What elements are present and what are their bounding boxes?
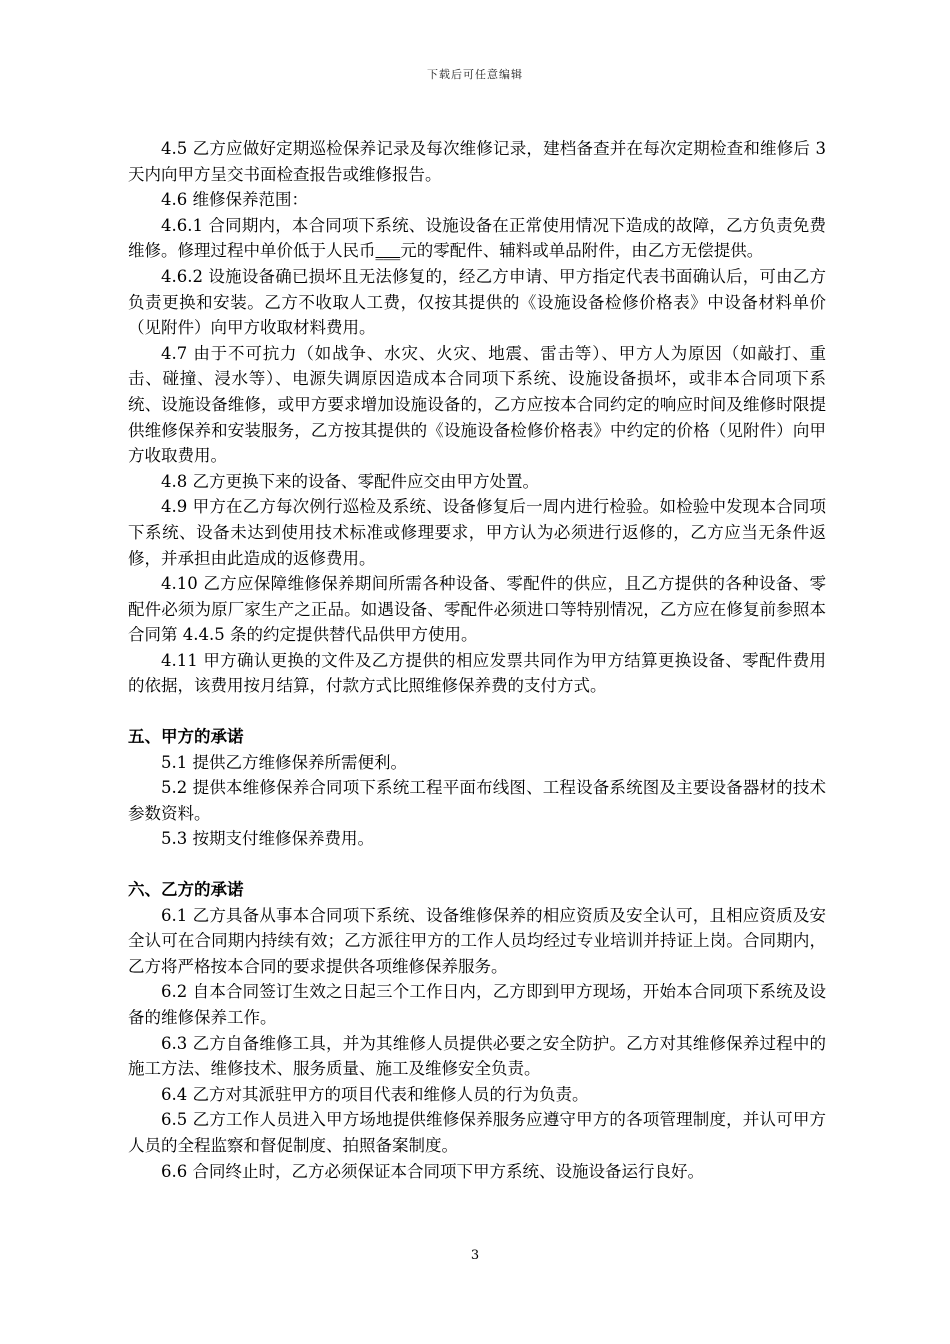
- page-header: 下载后可任意编辑: [427, 68, 523, 81]
- clause-4-11: 4.11 甲方确认更换的文件及乙方提供的相应发票共同作为甲方结算更换设备、零配件费用的依据，该费用按月结算，付款方式比照维修保养费的支付方式。: [128, 650, 826, 696]
- clause-4-8: 4.8 乙方更换下来的设备、零配件应交由甲方处置。: [161, 471, 539, 491]
- clause-4-6: 4.6 维修保养范围：: [161, 190, 308, 210]
- clause-4-9: 4.9 甲方在乙方每次例行巡检及系统、设备修复后一周内进行检验。如检验中发现本合同项下系统、设备未达到使用技术标准或修理要求，甲方认为必须进行返修的，乙方应当无条件返修，并承担由此造成的返修费用。: [128, 497, 826, 568]
- clause-4-6-1-text-a: 4.6.1 合同期内，本合同项下系统、设施设备在正常使用情况下造成的故障，乙方负责免费维修。修理过程中单价低于人民币: [128, 215, 826, 261]
- clause-4-7: 4.7 由于不可抗力（如战争、水灾、火灾、地震、雷击等）、甲方人为原因（如敲打、重击、碰撞、浸水等）、电源失调原因造成本合同项下系统、设施设备损坏，或非本合同项下系统、设施设备维修，或甲方要求增加设施设备的，乙方应按本合同约定的响应时间及维修时限提供维修保养和安装服务，乙方按其提供的《设施设备检修价格表》中约定的价格（见附件）向甲方收取费用。: [128, 343, 826, 466]
- section-6-heading: 六、乙方的承诺: [128, 880, 244, 900]
- clause-4-6-1-text-b: 元的零配件、辅料或单品附件，由乙方无偿提供。: [400, 241, 764, 261]
- section-5-heading: 五、甲方的承诺: [128, 727, 244, 747]
- clause-6-3: 6.3 乙方自备维修工具，并为其维修人员提供必要之安全防护。乙方对其维修保养过程中的施工方法、维修技术、服务质量、施工及维修安全负责。: [128, 1033, 826, 1079]
- page-number: 3: [470, 1248, 480, 1263]
- document-body: [128, 136, 826, 1184]
- clause-5-3: 5.3 按期支付维修保养费用。: [161, 829, 374, 849]
- clause-4-5: 4.5 乙方应做好定期巡检保养记录及每次维修记录，建档备查并在每次定期检查和维修后 3 天内向甲方呈交书面检查报告或维修报告。: [128, 139, 826, 184]
- amount-blank: ___: [375, 241, 401, 261]
- clause-6-1: 6.1 乙方具备从事本合同项下系统、设备维修保养的相应资质及安全认可，且相应资质及安全认可在合同期内持续有效；乙方派往甲方的工作人员均经过专业培训并持证上岗。合同期内，乙方将严格按本合同的要求提供各项维修保养服务。: [128, 905, 826, 976]
- clause-5-1: 5.1 提供乙方维修保养所需便利。: [161, 752, 407, 772]
- clause-6-4: 6.4 乙方对其派驻甲方的项目代表和维修人员的行为负责。: [161, 1084, 589, 1104]
- clause-4-10: 4.10 乙方应保障维修保养期间所需各种设备、零配件的供应，且乙方提供的各种设备、零配件必须为原厂家生产之正品。如遇设备、零配件必须进口等特别情况，乙方应在修复前参照本合同第 4.4.5 条的约定提供替代品供甲方使用。: [128, 574, 826, 645]
- clause-6-2: 6.2 自本合同签订生效之日起三个工作日内，乙方即到甲方现场，开始本合同项下系统及设备的维修保养工作。: [128, 982, 826, 1027]
- clause-5-2: 5.2 提供本维修保养合同项下系统工程平面布线图、工程设备系统图及主要设备器材的技术参数资料。: [128, 778, 826, 823]
- clause-6-6: 6.6 合同终止时，乙方必须保证本合同项下甲方系统、设施设备运行良好。: [161, 1161, 704, 1181]
- clause-4-6-2: 4.6.2 设施设备确已损坏且无法修复的，经乙方申请、甲方指定代表书面确认后，可由乙方负责更换和安装。乙方不收取人工费，仅按其提供的《设施设备检修价格表》中设备材料单价（见附件）向甲方收取材料费用。: [128, 266, 826, 338]
- clause-4-6-1: [128, 213, 826, 264]
- clause-6-5: 6.5 乙方工作人员进入甲方场地提供维修保养服务应遵守甲方的各项管理制度，并认可甲方人员的全程监察和督促制度、拍照备案制度。: [128, 1110, 826, 1155]
- section-spacer: [128, 852, 826, 877]
- section-spacer: [128, 699, 826, 724]
